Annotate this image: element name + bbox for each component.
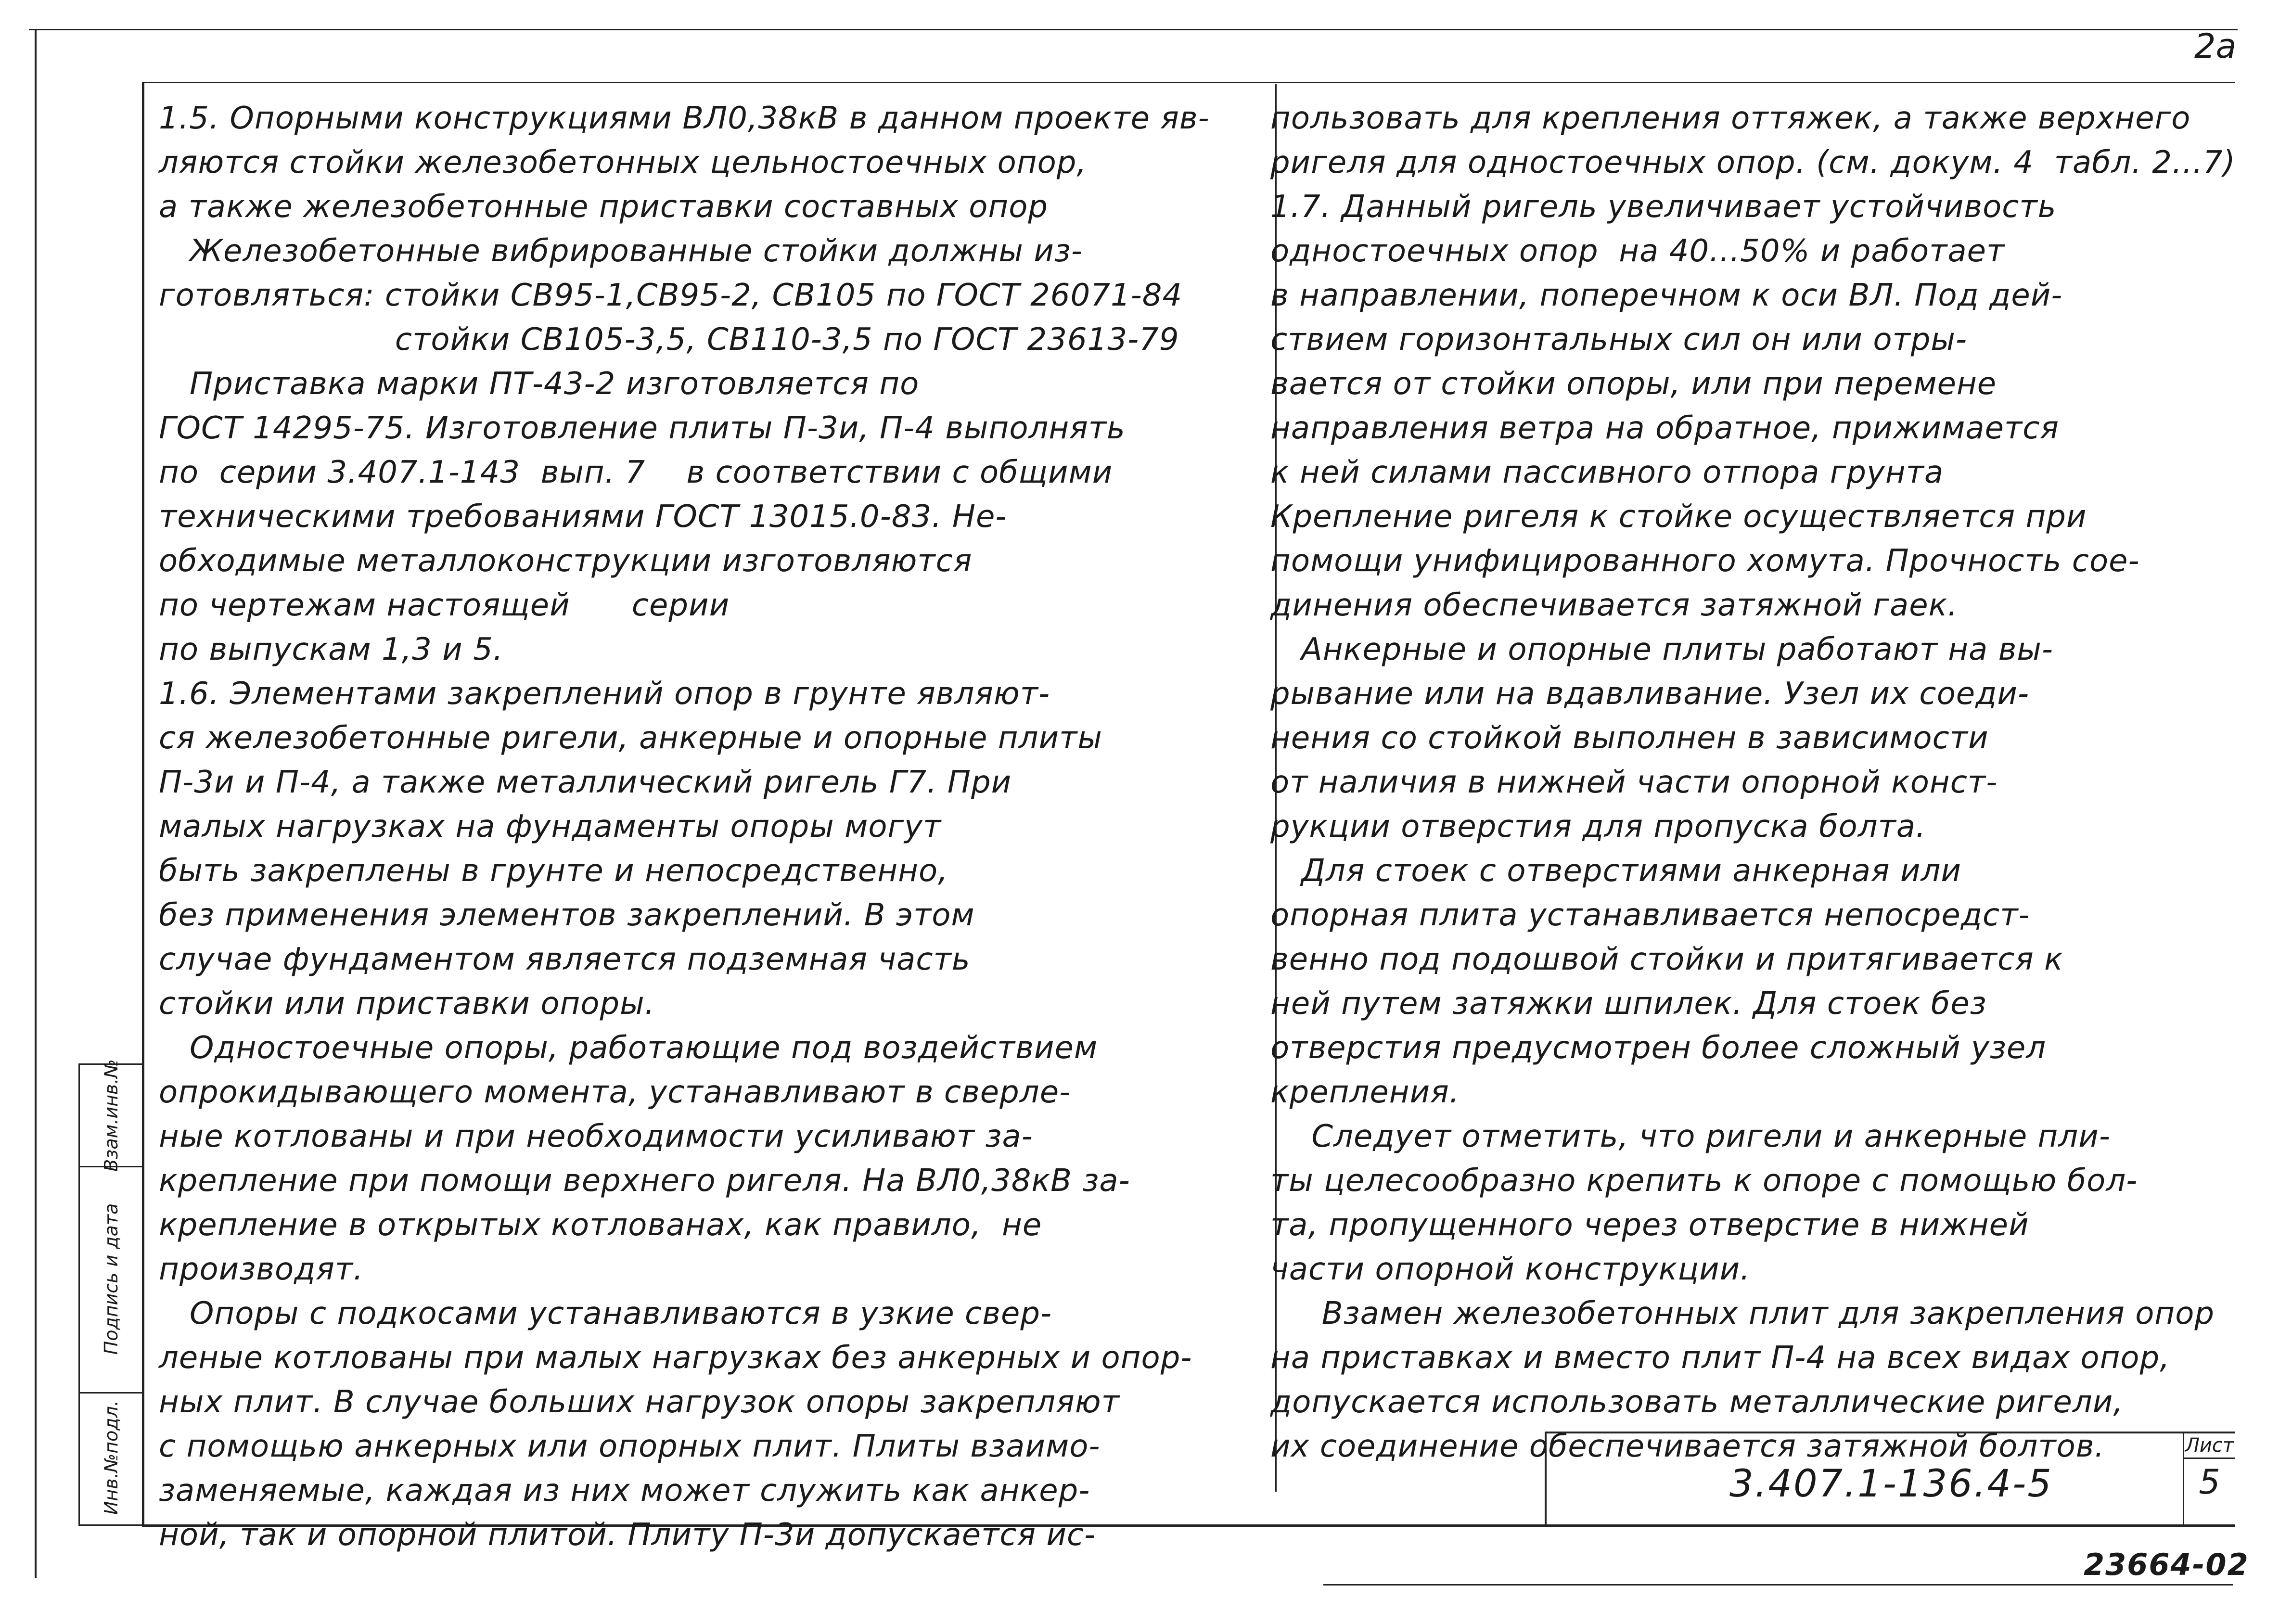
text-line: допускается использовать металлические ригели, xyxy=(1270,1384,2124,1420)
text-line: Следует отметить, что ригели и анкерные пли- xyxy=(1270,1119,2111,1154)
text-line: в направлении, поперечном к оси ВЛ. Под дей- xyxy=(1270,278,2063,313)
text-line: а также железобетонные приставки составных опор xyxy=(159,189,1048,225)
text-line: вается от стойки опоры, или при перемене xyxy=(1270,366,1997,402)
outer-left-rule xyxy=(35,29,37,1578)
page-number: 2а xyxy=(2194,26,2237,66)
text-line: 1.5. Опорными конструкциями ВЛ0,38кВ в данном проекте яв- xyxy=(159,101,1210,136)
text-line: по серии 3.407.1-143 вып. 7 в соответствии с общими xyxy=(159,455,1113,490)
text-line: Опоры с подкосами устанавливаются в узкие свер- xyxy=(159,1296,1052,1331)
side-cell-inv-podl xyxy=(80,1392,142,1523)
text-line: Для стоек с отверстиями анкерная или xyxy=(1270,853,1961,889)
text-line: готовляться: стойки СВ95-1,СВ95-2, СВ105 по ГОСТ 26071-84 xyxy=(159,278,1183,313)
text-line: ствием горизонтальных сил он или отры- xyxy=(1270,322,1968,358)
side-label-podpis-data: Подпись и дата xyxy=(101,1203,122,1355)
sheet-label: Лист xyxy=(2184,1433,2235,1459)
text-line: отверстия предусмотрен более сложный узел xyxy=(1270,1030,2047,1066)
side-stamp xyxy=(78,1059,144,1526)
text-line: Приставка марки ПТ-43-2 изготовляется по xyxy=(159,366,920,402)
text-line: техническими требованиями ГОСТ 13015.0-83. Не- xyxy=(159,499,1007,535)
text-line: та, пропущенного через отверстие в нижней xyxy=(1270,1207,2029,1243)
sheet-number: 5 xyxy=(2199,1462,2220,1502)
text-line: опрокидывающего момента, устанавливают в сверле- xyxy=(159,1074,1071,1110)
text-line: опорная плита устанавливается непосредст- xyxy=(1270,897,2030,933)
text-line: ных плит. В случае больших нагрузок опоры закрепляют xyxy=(159,1384,1120,1420)
text-line: крепление при помощи верхнего ригеля. На ВЛ0,38кВ за- xyxy=(159,1163,1130,1199)
text-line: 1.7. Данный ригель увеличивает устойчивость xyxy=(1270,189,2057,225)
top-rule xyxy=(29,29,2238,30)
text-line: от наличия в нижней части опорной конст- xyxy=(1270,765,1998,800)
text-line: динения обеспечивается затяжной гаек. xyxy=(1270,588,1958,623)
text-line: ные котлованы и при необходимости усиливают за- xyxy=(159,1119,1033,1154)
text-line: пользовать для крепления оттяжек, а также верхнего xyxy=(1270,101,2191,136)
text-line: по выпускам 1,3 и 5. xyxy=(159,632,504,667)
text-line: малых нагрузках на фундаменты опоры могут xyxy=(159,809,942,844)
text-line: их соединение обеспечивается затяжной болтов. xyxy=(1270,1429,2105,1464)
archive-code: 23664-02 xyxy=(2084,1547,2249,1582)
text-line: направления ветра на обратное, прижимается xyxy=(1270,410,2059,446)
text-line: ся железобетонные ригели, анкерные и опорные плиты xyxy=(159,720,1102,756)
text-line: производят. xyxy=(159,1252,364,1287)
text-line: Взамен железобетонных плит для закрепления опор xyxy=(1270,1296,2215,1331)
text-line: заменяемые, каждая из них может служить как анкер- xyxy=(159,1473,1090,1509)
text-line: крепления. xyxy=(1270,1074,1460,1110)
text-line: леные котлованы при малых нагрузках без анкерных и опор- xyxy=(159,1340,1192,1376)
text-line: ты целесообразно крепить к опоре с помощью бол- xyxy=(1270,1163,2138,1199)
text-line: Железобетонные вибрированные стойки должны из- xyxy=(159,233,1083,269)
text-line: быть закреплены в грунте и непосредственно, xyxy=(159,853,948,889)
side-cell-vzam-inv xyxy=(80,1059,142,1172)
text-line: Анкерные и опорные плиты работают на вы- xyxy=(1270,632,2053,667)
text-line: стойки СВ105-3,5, СВ110-3,5 по ГОСТ 23613-79 xyxy=(159,322,1179,358)
text-line: случае фундаментом является подземная часть xyxy=(159,942,971,977)
text-line: Крепление ригеля к стойке осуществляется при xyxy=(1270,499,2087,535)
side-label-inv-podl: Инв.№подл. xyxy=(101,1400,122,1515)
title-block xyxy=(1545,1432,2235,1525)
document-code: 3.407.1-136.4-5 xyxy=(1729,1462,2053,1506)
side-cell-podpis xyxy=(80,1166,142,1394)
side-label-vzam-inv: Взам.инв.№ xyxy=(101,1059,122,1172)
text-line: рывание или на вдавливание. Узел их соеди- xyxy=(1270,676,2030,712)
text-line: рукции отверстия для пропуска болта. xyxy=(1270,809,1926,844)
text-line: одностоечных опор на 40...50% и работает xyxy=(1270,233,2005,269)
text-line: стойки или приставки опоры. xyxy=(159,986,655,1022)
text-line: помощи унифицированного хомута. Прочность сое- xyxy=(1270,543,2140,579)
text-line: части опорной конструкции. xyxy=(1270,1252,1751,1287)
text-line: венно под подошвой стойки и притягивается к xyxy=(1270,942,2063,977)
text-line: без применения элементов закреплений. В этом xyxy=(159,897,975,933)
text-line: к ней силами пассивного отпора грунта xyxy=(1270,455,1944,490)
text-line: ней путем затяжки шпилек. Для стоек без xyxy=(1270,986,1987,1022)
bottom-rule xyxy=(1323,1584,2233,1586)
text-line: П-3и и П-4, а также металлический ригель Г7. При xyxy=(159,765,1012,800)
text-line: с помощью анкерных или опорных плит. Плиты взаимо- xyxy=(159,1429,1101,1464)
sheet-box xyxy=(2183,1433,2235,1525)
text-line: нения со стойкой выполнен в зависимости xyxy=(1270,720,1989,756)
text-line: ляются стойки железобетонных цельностоечных опор, xyxy=(159,145,1087,180)
text-line: на приставках и вместо плит П-4 на всех видах опор, xyxy=(1270,1340,2170,1376)
right-text-column xyxy=(1270,96,2236,1469)
text-line: 1.6. Элементами закреплений опор в грунте являют- xyxy=(159,676,1050,712)
text-line: ной, так и опорной плитой. Плиту П-3и допускается ис- xyxy=(159,1517,1096,1553)
text-line: Одностоечные опоры, работающие под воздействием xyxy=(159,1030,1098,1066)
text-line: крепление в открытых котлованах, как правило, не xyxy=(159,1207,1042,1243)
text-line: ГОСТ 14295-75. Изготовление плиты П-3и, П-4 выполнять xyxy=(159,410,1126,446)
text-line: обходимые металлоконструкции изготовляются xyxy=(159,543,973,579)
text-line: ригеля для одностоечных опор. (см. докум. 4 табл. 2...7) xyxy=(1270,145,2236,180)
text-line: по чертежам настоящей серии xyxy=(159,588,730,623)
left-text-column xyxy=(159,96,1261,1557)
